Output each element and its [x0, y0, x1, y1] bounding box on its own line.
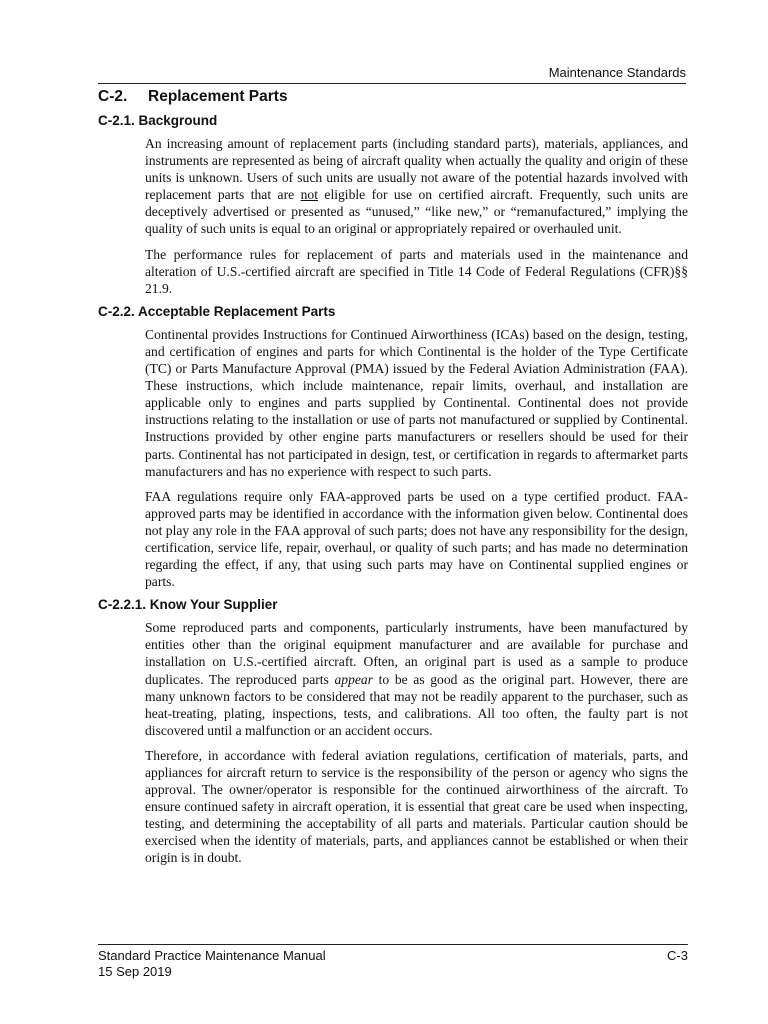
footer-date: 15 Sep 2019 [98, 964, 172, 979]
subsection-heading-supplier: C-2.2.1. Know Your Supplier [98, 597, 278, 613]
page-footer [98, 944, 688, 980]
subsection-heading-background: C-2.1. Background [98, 113, 218, 128]
running-header: Maintenance Standards [98, 64, 686, 84]
background-paragraph-2: The performance rules for replacement of parts and materials used in the maintenance and alteration of U.S.-certified aircraft are specified in Title 14 Code of Federal Regulations (CFR)§§ 21.9. [145, 246, 688, 296]
supplier-paragraph-2: Therefore, in accordance with federal aviation regulations, certification of materials, parts, and appliances for aircraft return to service is the responsibility of the person or agency who signs the approval. The owner/operator is responsible for the continued airworthiness of the aircraft. To ensure continued safety in aircraft operation, it is essential that great care be used when inspecting, testing, and determining the acceptability of all parts and materials. Particular caution should be exercised when the identity of materials, parts, and appliances cannot be established or when their origin is in doubt. [145, 747, 688, 866]
emphasis-not: not [300, 187, 318, 203]
section-title: Replacement Parts [148, 88, 288, 105]
supplier-paragraph-1: Some reproduced parts and components, particularly instruments, have been manufactured by entities other than the original equipment manufacturer and are available for purchase and installation on U.S.-certified aircraft. Often, an original part is used as a sample to produce duplicates. The reproduced parts appear to be as good as the original part. However, there are many unknown factors to be considered that may not be readily apparent to the purchaser, such as heat-treating, plating, inspections, tests, and calibrations. All too often, the faulty part is not discovered until a malfunction or an accident occurs. [145, 620, 689, 738]
emphasis-appear: appear [334, 671, 373, 687]
page-content [98, 87, 688, 875]
background-paragraph-1: An increasing amount of replacement parts (including standard parts), materials, appliances, and instruments are represented as being of aircraft quality when actually the quality and origin of these units is unknown. Users of such units are usually not aware of the potential hazards involved with replacement parts that are not eligible for use on certified aircraft. Frequently, such units are deceptively advertised or presented as “unused,” “like new,” or “remanufactured,” implying the quality of such units is equal to an original or appropriately repaired or overhauled unit. [145, 136, 688, 237]
section-number: C-2. [98, 88, 128, 105]
footer-manual-title: Standard Practice Maintenance Manual [98, 948, 326, 963]
footer-page-number: C-3 [667, 948, 688, 963]
subsection-heading-acceptable: C-2.2. Acceptable Replacement Parts [98, 303, 336, 319]
acceptable-paragraph-2: FAA regulations require only FAA-approved parts be used on a type certified product. FAA-approved parts may be identified in accordance with the information given below. Continental does not play any role in the FAA approval of such parts; does not have any responsibility for the design, certification, service life, repair, overhaul, or quality of such parts; and has made no determination regarding the effect, if any, that using such parts may have on Continental supplied engines or parts. [145, 488, 688, 590]
acceptable-paragraph-1: Continental provides Instructions for Continued Airworthiness (ICAs) based on the design, testing, and certification of engines and parts for which Continental is the holder of the Type Certificate (TC) or Parts Manufacture Approval (PMA) issued by the Federal Aviation Administration (FAA). These instructions, which include maintenance, repair limits, overhaul, and installation are applicable only to engines and parts supplied by Continental. Continental does not provide instructions relating to the installation or use of parts not manufactured or supplied by Continental. Instructions provided by other engine parts manufacturers or resellers should be used for their parts. Continental has not participated in design, test, or certification in regards to aftermarket parts manufacturers and has no experience with respect to such parts. [145, 326, 688, 479]
section-heading [98, 87, 688, 107]
